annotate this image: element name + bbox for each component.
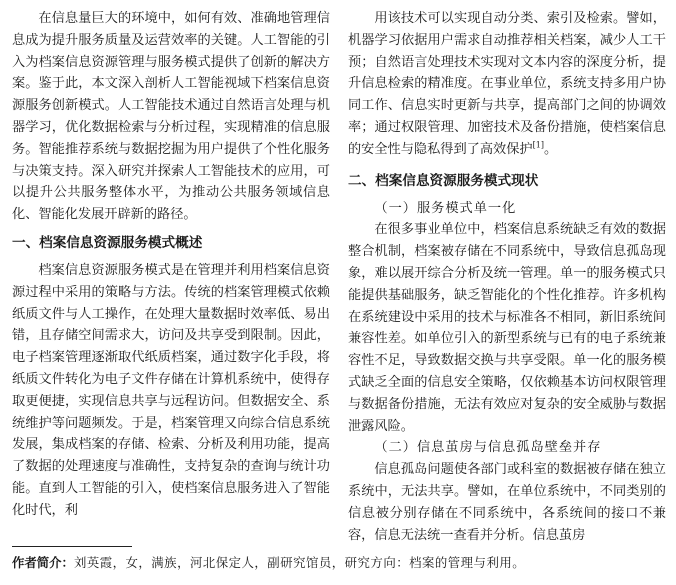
- subsection-1-heading: （一）服务模式单一化: [374, 200, 517, 216]
- subsection-2-heading: （二）信息茧房与信息孤岛壁垒并存: [374, 440, 602, 456]
- continuation-paragraph: [348, 8, 666, 161]
- continuation-text: 用该技术可以实现自动分类、索引及检索。譬如，机器学习依据用户需求自动推荐相关档案，减少人工干预；自然语言处理技术实现对文本内容的深度分析，提升信息检索的精准度。在事业单位，系统支持多用户协同工作、信息实时更新与共享，提高部门之间的协调效率；通过权限管理、加密技术及备份措施，使档案信息的安全性与隐私得到了高效保护: [348, 11, 666, 157]
- subsection-1-body: 在很多事业单位中，档案信息系统缺乏有效的数据整合机制，档案被存储在不同系统中，导致信息孤岛现象，难以展开综合分析及统一管理。单一的服务模式只能提供基础服务，缺乏智能化的个性化推荐。许多机构在系统建设中采用的技术与标准各不相同，新旧系统间兼容性差。如单位引入的新型系统与已有的电子系统兼容性不足，导致数据交换与共享受限。单一化的服务模式缺乏全面的信息安全策略，仅依赖基本访问权限管理与数据备份措施，无法有效应对复杂的安全威胁与数据泄露风险。: [348, 222, 666, 434]
- subsection-2-body: 信息孤岛问题使各部门或科室的数据被存储在独立系统中，无法共享。譬如，在单位系统中，不同类别的信息被分别存储在不同系统中，各系统间的接口不兼容，信息无法统一查看并分析。信息茧房: [348, 462, 666, 543]
- intro-paragraph: 在信息量巨大的环境中，如何有效、准确地管理信息成为提升服务质量及运营效率的关键。人工智能的引入为档案信息资源管理与服务模式提供了创新的解决方案。鉴于此，本文深入剖析人工智能视域下档案信息资源服务创新模式。人工智能技术通过自然语言处理与机器学习，优化数据检索与分析过程，实现精准的信息服务。智能推荐系统与数据挖掘为用户提供了个性化服务与决策支持。深入研究并探索人工智能技术的应用，可以提升公共服务整体水平，为推动公共服务领域信息化、智能化发展开辟新的路径。: [12, 11, 330, 223]
- author-footnote: [12, 553, 666, 573]
- right-column: [348, 8, 666, 546]
- section-1-heading: 一、档案信息资源服务模式概述: [12, 234, 203, 251]
- footnote-text: 刘英霞，女，满族，河北保定人，副研究馆员，研究方向：档案的管理与利用。: [73, 555, 526, 570]
- section-1-body: 档案信息资源服务模式是在管理并利用档案信息资源过程中采用的策略与方法。传统的档案管理模式依赖纸质文件与人工操作，在处理大量数据时效率低、易出错，且存储空间需求大，访问及共享受到限制。因此，电子档案管理逐渐取代纸质档案，通过数字化手段，将纸质文件转化为电子文件存储在计算机系统中，使得存取更便捷，实现信息共享与远程访问。但数据安全、系统维护等问题频发。于是，档案管理又向综合信息系统发展，集成档案的存储、检索、分析及利用功能，提高了数据的处理速度与准确性，支持复杂的查询与统计功能。直到人工智能的引入，使档案信息服务进入了智能化时代，利: [12, 262, 330, 518]
- continuation-end: 。: [543, 141, 558, 157]
- footnote-divider: [12, 546, 132, 547]
- left-column: [12, 8, 330, 522]
- section-2-heading: 二、档案信息资源服务模式现状: [348, 172, 539, 189]
- citation-ref: [1]: [532, 140, 544, 150]
- footnote-label: 作者简介：: [12, 555, 74, 570]
